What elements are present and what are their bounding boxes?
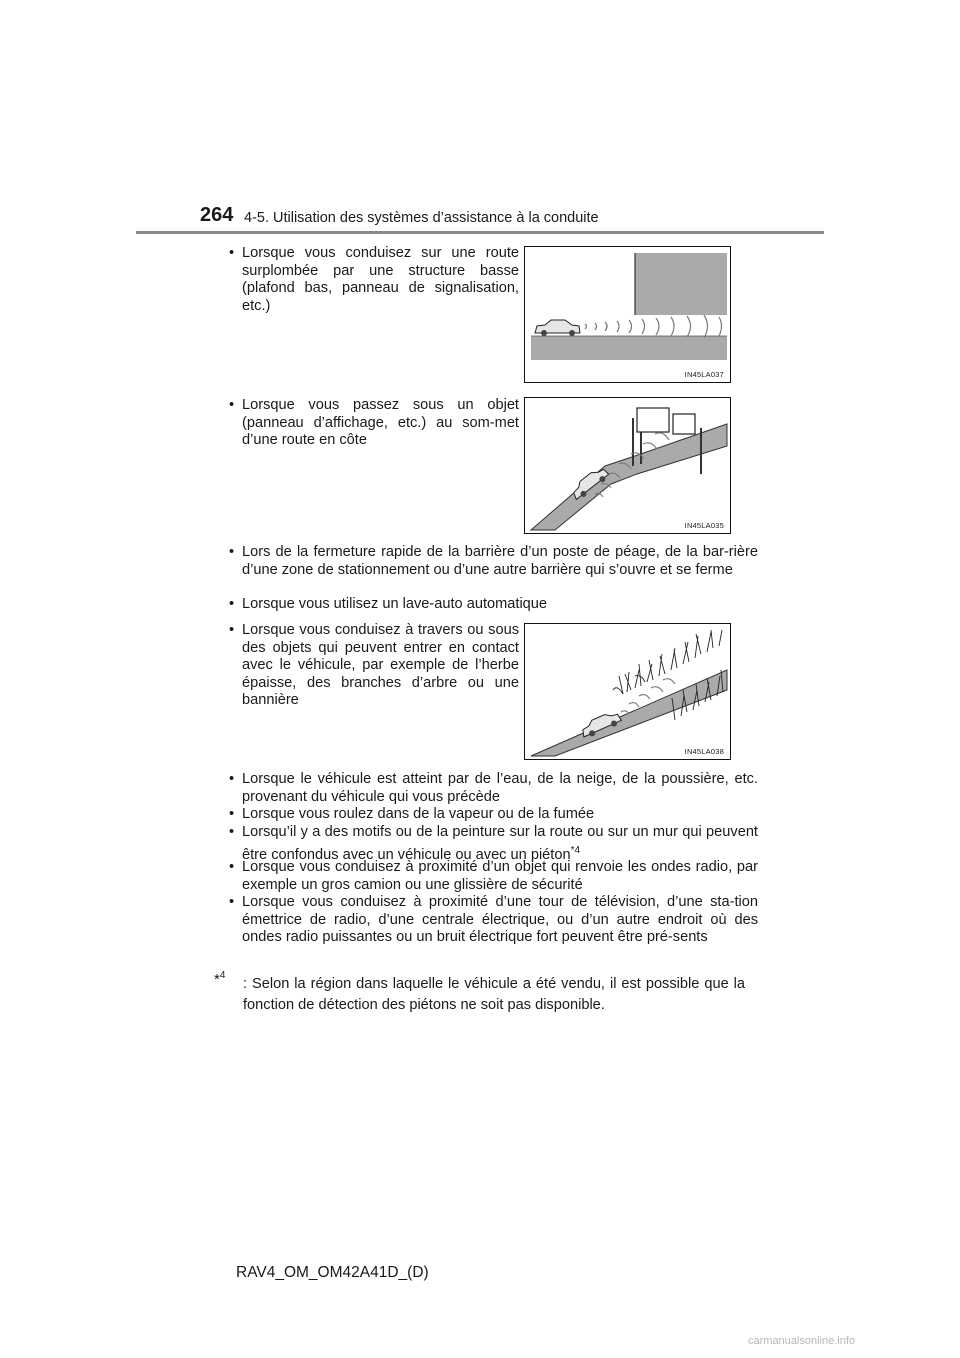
- footnote-ref: *4: [570, 844, 581, 856]
- list-item-text: Lorsque vous conduisez à travers ou sous des objets qui peuvent entrer en contact avec le véhicule, par exemple de l’herbe épaisse, des branches d’arbre ou une bannière: [242, 622, 519, 709]
- list-item-text: Lorsque vous passez sous un objet (panneau d’affichage, etc.) au som-met d’une route en côte: [242, 397, 519, 449]
- list-item-text: Lorsque vous conduisez sur une route surplombée par une structure basse (plafond bas, panneau de signalisation, etc.): [242, 245, 519, 314]
- list-item: [229, 596, 758, 614]
- figure-code: IN45LA035: [684, 521, 724, 530]
- list-item-text: Lors de la fermeture rapide de la barrière d’un poste de péage, de la bar-rière d’une zone de stationnement ou d’une autre barrière qui s’ouvre et se ferme: [242, 544, 758, 578]
- list-item: [229, 894, 758, 947]
- list-item-text: Lorsque vous utilisez un lave-auto automatique: [242, 596, 548, 612]
- list-item: [229, 397, 519, 450]
- figure-code: IN45LA037: [684, 370, 724, 379]
- illustration-hill-crest: [525, 398, 732, 535]
- list-item: [229, 771, 758, 806]
- list-item-text: Lorsqu’il y a des motifs ou de la peinture sur la route ou sur un mur qui peuvent être confondus avec un véhicule ou avec un piéton: [242, 824, 758, 863]
- footnote-mark: *$^4$: [214, 970, 226, 988]
- figure-thick-grass: [524, 623, 731, 760]
- footnote-text: : Selon la région dans laquelle le véhicule a été vendu, il est possible que la fonction de détection des piétons ne soit pas disponible.: [243, 976, 745, 1013]
- list-item: [229, 622, 519, 710]
- list-item-text: Lorsque vous conduisez à proximité d’une tour de télévision, d’une sta-tion émettrice de radio, d’une centrale électrique, ou d’un autre endroit où des ondes radio puissantes ou un bruit électrique fort peuvent être pré-sents: [242, 894, 758, 946]
- figure-low-structure: [524, 246, 731, 383]
- section-title: 4-5. Utilisation des systèmes d’assistance à la conduite: [244, 210, 599, 226]
- figure-hill-crest: [524, 397, 731, 534]
- page-number: 264: [200, 204, 234, 226]
- figure-code: IN45LA038: [684, 747, 724, 756]
- list-item: [229, 544, 758, 579]
- illustration-low-structure: [525, 247, 732, 384]
- list-item: [229, 806, 758, 824]
- list-item: [229, 245, 519, 315]
- list-item-text: Lorsque le véhicule est atteint par de l’eau, de la neige, de la poussière, etc. provenant du véhicule qui vous précède: [242, 771, 758, 805]
- illustration-thick-grass: [525, 624, 732, 761]
- watermark: carmanualsonline.info: [748, 1335, 856, 1347]
- document-id: RAV4_OM_OM42A41D_(D): [236, 1264, 429, 1281]
- list-item-text: Lorsque vous conduisez à proximité d’un objet qui renvoie les ondes radio, par exemple un gros camion ou une glissière de sécurité: [242, 859, 758, 893]
- list-item: [229, 859, 758, 894]
- header-rule: [136, 231, 824, 234]
- list-item-text: Lorsque vous roulez dans de la vapeur ou de la fumée: [242, 806, 595, 822]
- car-icon: [535, 320, 580, 336]
